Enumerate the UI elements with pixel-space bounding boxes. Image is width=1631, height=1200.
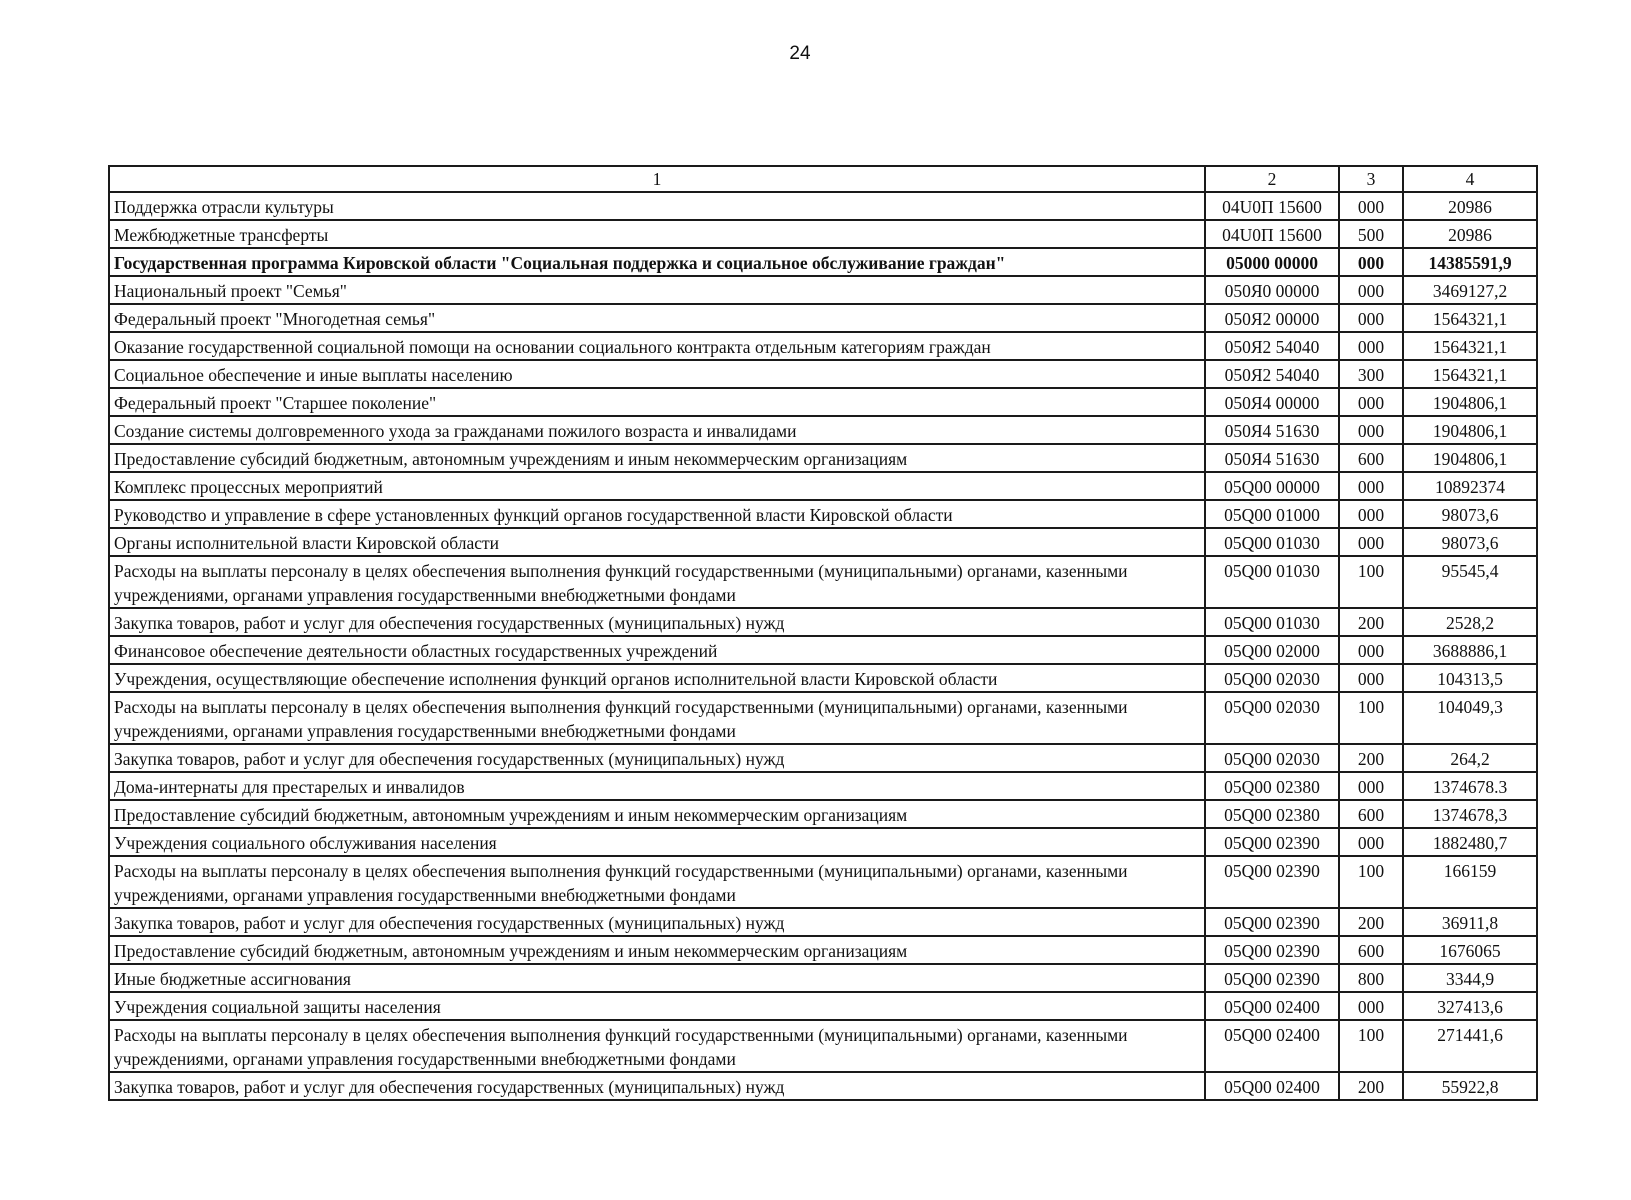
row-amount-cell: 20986 bbox=[1403, 220, 1537, 248]
row-code-cell: 050Я2 54040 bbox=[1205, 332, 1339, 360]
row-name-cell: Создание системы долговременного ухода за гражданами пожилого возраста и инвалидами bbox=[109, 416, 1205, 444]
row-type-cell: 600 bbox=[1339, 800, 1403, 828]
table-row bbox=[109, 936, 1537, 964]
row-code-cell: 05Q00 01030 bbox=[1205, 608, 1339, 636]
row-code-cell: 05Q00 02380 bbox=[1205, 800, 1339, 828]
table-row bbox=[109, 1020, 1537, 1072]
row-type-cell: 000 bbox=[1339, 664, 1403, 692]
row-code-cell: 050Я4 51630 bbox=[1205, 444, 1339, 472]
row-code-cell: 05Q00 01030 bbox=[1205, 528, 1339, 556]
row-name-cell: Органы исполнительной власти Кировской области bbox=[109, 528, 1205, 556]
row-amount-cell: 98073,6 bbox=[1403, 528, 1537, 556]
row-code-cell: 05Q00 02390 bbox=[1205, 936, 1339, 964]
row-type-cell: 000 bbox=[1339, 304, 1403, 332]
table-row bbox=[109, 608, 1537, 636]
row-type-cell: 800 bbox=[1339, 964, 1403, 992]
row-code-cell: 04U0П 15600 bbox=[1205, 220, 1339, 248]
table-row bbox=[109, 992, 1537, 1020]
row-code-cell: 05Q00 02000 bbox=[1205, 636, 1339, 664]
row-amount-cell: 1904806,1 bbox=[1403, 388, 1537, 416]
table-row bbox=[109, 856, 1537, 908]
row-type-cell: 000 bbox=[1339, 528, 1403, 556]
row-amount-cell: 1374678.3 bbox=[1403, 772, 1537, 800]
table-row bbox=[109, 772, 1537, 800]
row-name-cell: Предоставление субсидий бюджетным, автономным учреждениям и иным некоммерческим организациям bbox=[109, 936, 1205, 964]
table-row bbox=[109, 828, 1537, 856]
row-name-cell: Закупка товаров, работ и услуг для обеспечения государственных (муниципальных) нужд bbox=[109, 608, 1205, 636]
row-type-cell: 100 bbox=[1339, 1020, 1403, 1072]
row-name-cell: Предоставление субсидий бюджетным, автономным учреждениям и иным некоммерческим организациям bbox=[109, 800, 1205, 828]
row-type-cell: 200 bbox=[1339, 608, 1403, 636]
row-code-cell: 05000 00000 bbox=[1205, 248, 1339, 276]
row-type-cell: 000 bbox=[1339, 828, 1403, 856]
row-amount-cell: 95545,4 bbox=[1403, 556, 1537, 608]
row-amount-cell: 3469127,2 bbox=[1403, 276, 1537, 304]
page-number: 24 bbox=[789, 43, 811, 64]
row-name-cell: Учреждения, осуществляющие обеспечение исполнения функций органов исполнительной власти Кировской области bbox=[109, 664, 1205, 692]
row-amount-cell: 3688886,1 bbox=[1403, 636, 1537, 664]
row-amount-cell: 327413,6 bbox=[1403, 992, 1537, 1020]
header-row bbox=[109, 166, 1537, 192]
table-row bbox=[109, 332, 1537, 360]
row-name-cell: Дома-интернаты для престарелых и инвалидов bbox=[109, 772, 1205, 800]
row-name-cell: Государственная программа Кировской области "Социальная поддержка и социальное обслуживание граждан" bbox=[109, 248, 1205, 276]
row-amount-cell: 166159 bbox=[1403, 856, 1537, 908]
row-code-cell: 04U0П 15600 bbox=[1205, 192, 1339, 220]
row-code-cell: 05Q00 02030 bbox=[1205, 692, 1339, 744]
row-code-cell: 05Q00 02380 bbox=[1205, 772, 1339, 800]
row-amount-cell: 10892374 bbox=[1403, 472, 1537, 500]
row-amount-cell: 55922,8 bbox=[1403, 1072, 1537, 1100]
table-row bbox=[109, 636, 1537, 664]
row-name-cell: Финансовое обеспечение деятельности областных государственных учреждений bbox=[109, 636, 1205, 664]
row-amount-cell: 1904806,1 bbox=[1403, 416, 1537, 444]
row-type-cell: 000 bbox=[1339, 772, 1403, 800]
table-row bbox=[109, 692, 1537, 744]
row-amount-cell: 104313,5 bbox=[1403, 664, 1537, 692]
row-amount-cell: 1374678,3 bbox=[1403, 800, 1537, 828]
row-name-cell: Расходы на выплаты персоналу в целях обеспечения выполнения функций государственными (муниципальными) органами, казенными учреждениями, органами управления государственными внебюджетными фондами bbox=[109, 692, 1205, 744]
table-row bbox=[109, 444, 1537, 472]
table-row bbox=[109, 664, 1537, 692]
table-row bbox=[109, 744, 1537, 772]
row-code-cell: 05Q00 02390 bbox=[1205, 856, 1339, 908]
row-name-cell: Федеральный проект "Старшее поколение" bbox=[109, 388, 1205, 416]
row-name-cell: Комплекс процессных мероприятий bbox=[109, 472, 1205, 500]
row-type-cell: 000 bbox=[1339, 192, 1403, 220]
row-type-cell: 600 bbox=[1339, 444, 1403, 472]
table-row bbox=[109, 304, 1537, 332]
row-name-cell: Межбюджетные трансферты bbox=[109, 220, 1205, 248]
row-name-cell: Учреждения социальной защиты населения bbox=[109, 992, 1205, 1020]
table-row bbox=[109, 908, 1537, 936]
row-code-cell: 050Я4 51630 bbox=[1205, 416, 1339, 444]
row-amount-cell: 1564321,1 bbox=[1403, 304, 1537, 332]
column-header-1: 1 bbox=[109, 166, 1205, 192]
row-name-cell: Иные бюджетные ассигнования bbox=[109, 964, 1205, 992]
table-row bbox=[109, 248, 1537, 276]
row-code-cell: 050Я4 00000 bbox=[1205, 388, 1339, 416]
table-row bbox=[109, 388, 1537, 416]
row-type-cell: 000 bbox=[1339, 500, 1403, 528]
table-body bbox=[109, 192, 1537, 1100]
row-amount-cell: 14385591,9 bbox=[1403, 248, 1537, 276]
row-code-cell: 05Q00 01030 bbox=[1205, 556, 1339, 608]
row-amount-cell: 3344,9 bbox=[1403, 964, 1537, 992]
table-row bbox=[109, 500, 1537, 528]
table-row bbox=[109, 360, 1537, 388]
row-code-cell: 05Q00 02390 bbox=[1205, 828, 1339, 856]
row-amount-cell: 264,2 bbox=[1403, 744, 1537, 772]
row-amount-cell: 104049,3 bbox=[1403, 692, 1537, 744]
row-code-cell: 05Q00 02030 bbox=[1205, 664, 1339, 692]
row-code-cell: 05Q00 02390 bbox=[1205, 908, 1339, 936]
row-name-cell: Руководство и управление в сфере установленных функций органов государственной власти Кировской области bbox=[109, 500, 1205, 528]
row-type-cell: 000 bbox=[1339, 472, 1403, 500]
table-row bbox=[109, 800, 1537, 828]
row-type-cell: 000 bbox=[1339, 332, 1403, 360]
row-name-cell: Закупка товаров, работ и услуг для обеспечения государственных (муниципальных) нужд bbox=[109, 744, 1205, 772]
row-name-cell: Поддержка отрасли культуры bbox=[109, 192, 1205, 220]
row-name-cell: Оказание государственной социальной помощи на основании социального контракта отдельным категориям граждан bbox=[109, 332, 1205, 360]
row-type-cell: 000 bbox=[1339, 388, 1403, 416]
row-code-cell: 05Q00 01000 bbox=[1205, 500, 1339, 528]
row-type-cell: 000 bbox=[1339, 276, 1403, 304]
table-row bbox=[109, 276, 1537, 304]
row-amount-cell: 2528,2 bbox=[1403, 608, 1537, 636]
row-amount-cell: 1676065 bbox=[1403, 936, 1537, 964]
row-code-cell: 05Q00 02400 bbox=[1205, 1072, 1339, 1100]
row-type-cell: 100 bbox=[1339, 692, 1403, 744]
row-type-cell: 000 bbox=[1339, 248, 1403, 276]
table-row bbox=[109, 220, 1537, 248]
row-code-cell: 05Q00 00000 bbox=[1205, 472, 1339, 500]
row-type-cell: 100 bbox=[1339, 856, 1403, 908]
table-row bbox=[109, 528, 1537, 556]
row-amount-cell: 98073,6 bbox=[1403, 500, 1537, 528]
column-header-4: 4 bbox=[1403, 166, 1537, 192]
table-row bbox=[109, 472, 1537, 500]
row-type-cell: 000 bbox=[1339, 416, 1403, 444]
row-name-cell: Учреждения социального обслуживания населения bbox=[109, 828, 1205, 856]
row-name-cell: Предоставление субсидий бюджетным, автономным учреждениям и иным некоммерческим организациям bbox=[109, 444, 1205, 472]
row-type-cell: 300 bbox=[1339, 360, 1403, 388]
row-code-cell: 050Я2 54040 bbox=[1205, 360, 1339, 388]
table-row bbox=[109, 964, 1537, 992]
row-type-cell: 600 bbox=[1339, 936, 1403, 964]
row-type-cell: 500 bbox=[1339, 220, 1403, 248]
row-amount-cell: 271441,6 bbox=[1403, 1020, 1537, 1072]
row-amount-cell: 1882480,7 bbox=[1403, 828, 1537, 856]
row-type-cell: 000 bbox=[1339, 636, 1403, 664]
row-amount-cell: 36911,8 bbox=[1403, 908, 1537, 936]
row-code-cell: 050Я2 00000 bbox=[1205, 304, 1339, 332]
row-code-cell: 05Q00 02390 bbox=[1205, 964, 1339, 992]
row-name-cell: Расходы на выплаты персоналу в целях обеспечения выполнения функций государственными (муниципальными) органами, казенными учреждениями, органами управления государственными внебюджетными фондами bbox=[109, 1020, 1205, 1072]
row-amount-cell: 1564321,1 bbox=[1403, 332, 1537, 360]
row-type-cell: 100 bbox=[1339, 556, 1403, 608]
row-amount-cell: 1564321,1 bbox=[1403, 360, 1537, 388]
row-name-cell: Национальный проект "Семья" bbox=[109, 276, 1205, 304]
row-code-cell: 050Я0 00000 bbox=[1205, 276, 1339, 304]
table-row bbox=[109, 1072, 1537, 1100]
row-code-cell: 05Q00 02400 bbox=[1205, 992, 1339, 1020]
row-name-cell: Закупка товаров, работ и услуг для обеспечения государственных (муниципальных) нужд bbox=[109, 908, 1205, 936]
column-header-2: 2 bbox=[1205, 166, 1339, 192]
column-header-3: 3 bbox=[1339, 166, 1403, 192]
table-row bbox=[109, 192, 1537, 220]
table-header bbox=[109, 166, 1537, 192]
row-name-cell: Закупка товаров, работ и услуг для обеспечения государственных (муниципальных) нужд bbox=[109, 1072, 1205, 1100]
budget-table bbox=[108, 165, 1538, 1101]
row-name-cell: Расходы на выплаты персоналу в целях обеспечения выполнения функций государственными (муниципальными) органами, казенными учреждениями, органами управления государственными внебюджетными фондами bbox=[109, 856, 1205, 908]
row-amount-cell: 20986 bbox=[1403, 192, 1537, 220]
table-row bbox=[109, 556, 1537, 608]
row-type-cell: 200 bbox=[1339, 908, 1403, 936]
row-name-cell: Расходы на выплаты персоналу в целях обеспечения выполнения функций государственными (муниципальными) органами, казенными учреждениями, органами управления государственными внебюджетными фондами bbox=[109, 556, 1205, 608]
row-name-cell: Федеральный проект "Многодетная семья" bbox=[109, 304, 1205, 332]
row-type-cell: 200 bbox=[1339, 744, 1403, 772]
row-type-cell: 000 bbox=[1339, 992, 1403, 1020]
table-row bbox=[109, 416, 1537, 444]
row-name-cell: Социальное обеспечение и иные выплаты населению bbox=[109, 360, 1205, 388]
row-code-cell: 05Q00 02400 bbox=[1205, 1020, 1339, 1072]
row-amount-cell: 1904806,1 bbox=[1403, 444, 1537, 472]
row-type-cell: 200 bbox=[1339, 1072, 1403, 1100]
row-code-cell: 05Q00 02030 bbox=[1205, 744, 1339, 772]
